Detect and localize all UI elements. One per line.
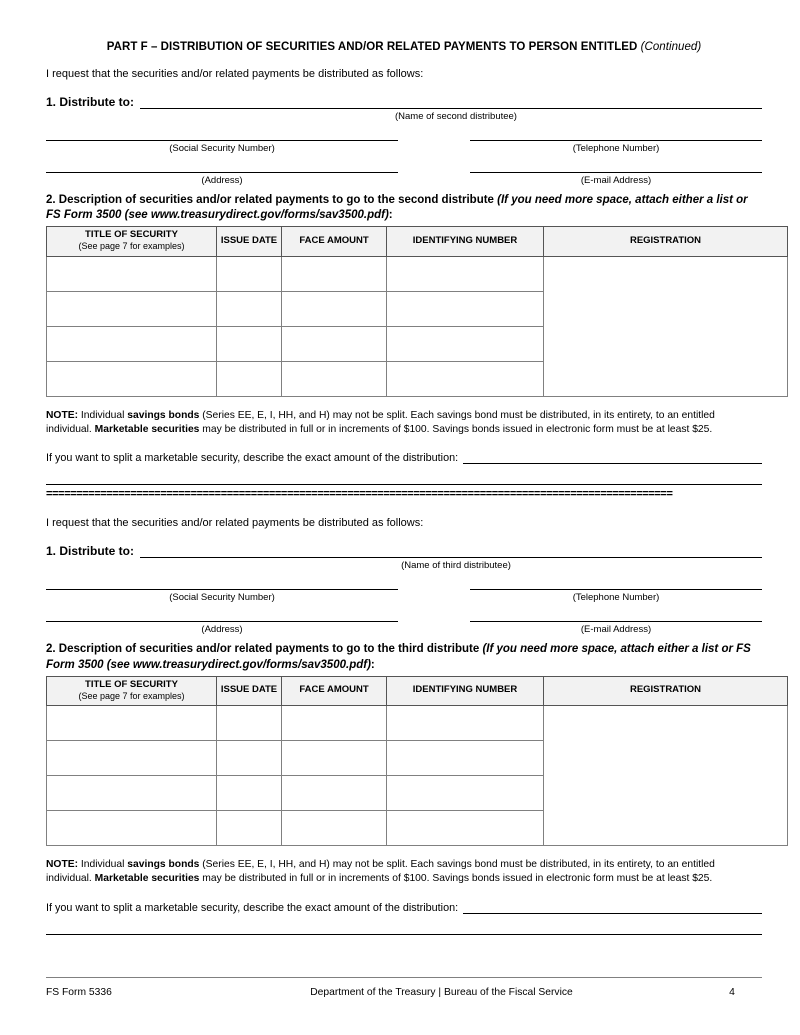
cell-issue-date[interactable] [217, 256, 282, 291]
col-issue-date [217, 227, 282, 256]
cell-face-amount[interactable] [282, 291, 387, 326]
second-securities-table [46, 226, 788, 396]
third-phone-field-group [470, 589, 762, 603]
second-description-main: 2. Description of securities and/or related payments to go to the second distribute [46, 194, 498, 206]
section-divider: ======================================================================================================== [46, 488, 673, 501]
cell-issue-date[interactable] [217, 361, 282, 396]
third-note-text-1: Individual [78, 859, 128, 871]
col-title-of-security-label: TITLE OF SECURITY [85, 678, 178, 690]
cell-identifying-number[interactable] [387, 706, 544, 741]
third-split-security-input[interactable] [463, 900, 762, 914]
third-note-bold-marketable-securities: Marketable securities [94, 873, 200, 885]
third-distribute-to-label: 1. Distribute to: [46, 544, 135, 559]
cell-title-of-security[interactable] [47, 811, 217, 846]
third-ssn-input[interactable] [46, 589, 398, 590]
cell-title-of-security[interactable] [47, 326, 217, 361]
col-face-amount [282, 227, 387, 256]
col-identifying-number-label: IDENTIFYING NUMBER [412, 683, 518, 695]
cell-identifying-number[interactable] [387, 776, 544, 811]
second-note-bold-savings-bonds: savings bonds [127, 409, 200, 421]
cell-issue-date[interactable] [217, 706, 282, 741]
second-email-caption: (E-mail Address) [580, 175, 652, 186]
second-split-security-label: If you want to split a marketable security, describe the exact amount of the distribution: [46, 452, 459, 465]
footer-divider [46, 977, 762, 978]
cell-identifying-number[interactable] [387, 326, 544, 361]
cell-face-amount[interactable] [282, 256, 387, 291]
third-phone-input[interactable] [470, 589, 762, 590]
second-distributee-name-input[interactable] [140, 95, 762, 109]
part-header-continued: (Continued) [640, 41, 702, 53]
part-header-text: PART F – DISTRIBUTION OF SECURITIES AND/OR RELATED PAYMENTS TO PERSON ENTITLED [106, 41, 638, 53]
col-identifying-number-label: IDENTIFYING NUMBER [412, 234, 518, 246]
col-registration-label: REGISTRATION [629, 683, 702, 695]
col-registration [544, 227, 788, 256]
third-split-security-label: If you want to split a marketable security, describe the exact amount of the distribution: [46, 901, 459, 914]
col-issue-date [217, 676, 282, 705]
third-address-email-row [46, 621, 762, 635]
cell-face-amount[interactable] [282, 326, 387, 361]
col-issue-date-label: ISSUE DATE [220, 234, 278, 246]
third-note-text-3: may be distributed in full or in increments of $100. Savings bonds issued in electronic form must be at least $25. [199, 873, 713, 885]
footer-form-id: FS Form 5336 [46, 987, 112, 998]
third-email-input[interactable] [470, 621, 762, 622]
third-address-caption: (Address) [201, 624, 243, 636]
col-title-of-security [47, 227, 217, 256]
second-note-text-2: (Series EE, E, I, HH, and H) may not be split. Each savings bond must be distributed, in its entirety, to an entitled individual. [46, 409, 715, 436]
second-intro-text: I request that the securities and/or related payments be distributed as follows: [46, 68, 424, 80]
second-ssn-input[interactable] [46, 140, 398, 141]
cell-title-of-security[interactable] [47, 256, 217, 291]
second-note-paragraph [46, 409, 762, 438]
cell-identifying-number[interactable] [387, 361, 544, 396]
cell-face-amount[interactable] [282, 776, 387, 811]
third-ssn-field-group [46, 589, 398, 603]
col-title-of-security [47, 676, 217, 705]
third-ssn-phone-row [46, 589, 762, 603]
second-ssn-caption: (Social Security Number) [169, 143, 275, 154]
second-split-security-input[interactable] [463, 450, 762, 464]
third-split-security-row [46, 900, 762, 914]
col-face-amount-label: FACE AMOUNT [299, 234, 369, 246]
cell-identifying-number[interactable] [387, 811, 544, 846]
second-phone-input[interactable] [470, 140, 762, 141]
second-phone-field-group [470, 140, 762, 154]
third-distributee-name-input[interactable] [140, 544, 762, 558]
cell-title-of-security[interactable] [47, 776, 217, 811]
third-email-caption: (E-mail Address) [580, 624, 652, 636]
second-note-bold-marketable-securities: Marketable securities [94, 424, 200, 436]
second-email-input[interactable] [470, 172, 762, 173]
third-description-end: : [370, 658, 375, 671]
third-note-paragraph [46, 858, 762, 887]
table-row [47, 706, 788, 741]
table-row [47, 256, 788, 291]
col-title-of-security-label: TITLE OF SECURITY [85, 229, 178, 241]
third-email-field-group [470, 621, 762, 635]
cell-title-of-security[interactable] [47, 706, 217, 741]
cell-registration[interactable] [544, 706, 788, 846]
third-ssn-caption: (Social Security Number) [169, 592, 275, 604]
second-address-email-row [46, 172, 762, 186]
second-ssn-field-group [46, 140, 398, 154]
second-note-text-1: Individual [78, 409, 128, 421]
second-address-input[interactable] [46, 172, 398, 173]
cell-issue-date[interactable] [217, 776, 282, 811]
page-content [46, 0, 762, 935]
col-issue-date-label: ISSUE DATE [220, 683, 278, 695]
second-phone-caption: (Telephone Number) [572, 143, 660, 154]
second-ssn-phone-row [46, 140, 762, 154]
third-securities-table [46, 676, 788, 846]
third-intro-text: I request that the securities and/or related payments be distributed as follows: [46, 517, 424, 530]
cell-title-of-security[interactable] [47, 741, 217, 776]
third-split-security-input-line2[interactable] [46, 914, 762, 935]
second-description-italic: (If you need more space, attach either a list or FS Form 3500 (see www.treasurydirect.gov/forms/sav3500.pdf) [46, 194, 748, 222]
table-header-row [47, 227, 788, 256]
col-face-amount-label: FACE AMOUNT [299, 683, 369, 695]
third-address-input[interactable] [46, 621, 398, 622]
second-distributee-name-caption: (Name of second distributee) [395, 111, 517, 122]
footer-agency: Department of the Treasury | Bureau of the Fiscal Service [310, 987, 573, 998]
second-split-security-row [46, 450, 762, 464]
second-description-end: : [388, 209, 393, 222]
cell-identifying-number[interactable] [387, 291, 544, 326]
col-registration [544, 676, 788, 705]
second-note-label: NOTE: [46, 409, 79, 421]
cell-issue-date[interactable] [217, 326, 282, 361]
col-title-of-security-sublabel: (See page 7 for examples) [78, 241, 185, 252]
cell-identifying-number[interactable] [387, 741, 544, 776]
third-phone-caption: (Telephone Number) [572, 592, 660, 604]
page-title [46, 41, 762, 53]
third-address-field-group [46, 621, 398, 635]
cell-face-amount[interactable] [282, 361, 387, 396]
third-note-label: NOTE: [46, 859, 79, 871]
cell-issue-date[interactable] [217, 741, 282, 776]
cell-issue-date[interactable] [217, 811, 282, 846]
col-face-amount [282, 676, 387, 705]
third-description-main: 2. Description of securities and/or related payments to go to the third distribute [46, 643, 483, 656]
page-footer [46, 987, 762, 998]
second-description-heading [46, 193, 762, 223]
second-address-caption: (Address) [201, 175, 243, 186]
third-distribute-to-row [46, 544, 762, 558]
cell-face-amount[interactable] [282, 741, 387, 776]
second-distribute-to-label: 1. Distribute to: [46, 95, 135, 109]
cell-identifying-number[interactable] [387, 256, 544, 291]
third-description-heading [46, 642, 762, 672]
third-note-bold-savings-bonds: savings bonds [127, 859, 200, 871]
second-email-field-group [470, 172, 762, 186]
third-description-italic: (If you need more space, attach either a list or FS Form 3500 (see www.treasurydirect.gov/forms/sav3500.pdf) [46, 643, 751, 671]
cell-face-amount[interactable] [282, 706, 387, 741]
second-note-text-3: may be distributed in full or in increments of $100. Savings bonds issued in electronic form must be at least $25. [199, 424, 713, 436]
third-distributee-name-caption: (Name of third distributee) [401, 560, 511, 572]
second-split-security-input-line2[interactable] [46, 464, 762, 485]
col-title-of-security-sublabel: (See page 7 for examples) [78, 690, 185, 701]
second-address-field-group [46, 172, 398, 186]
col-identifying-number [387, 227, 544, 256]
footer-page-number: 4 [729, 987, 735, 998]
cell-registration[interactable] [544, 256, 788, 396]
cell-face-amount[interactable] [282, 811, 387, 846]
col-registration-label: REGISTRATION [629, 234, 702, 246]
col-identifying-number [387, 676, 544, 705]
cell-title-of-security[interactable] [47, 361, 217, 396]
second-distribute-to-row [46, 95, 762, 109]
cell-title-of-security[interactable] [47, 291, 217, 326]
third-note-text-2: (Series EE, E, I, HH, and H) may not be split. Each savings bond must be distributed, in its entirety, to an entitled individual. [46, 859, 715, 885]
table-header-row [47, 676, 788, 705]
cell-issue-date[interactable] [217, 291, 282, 326]
